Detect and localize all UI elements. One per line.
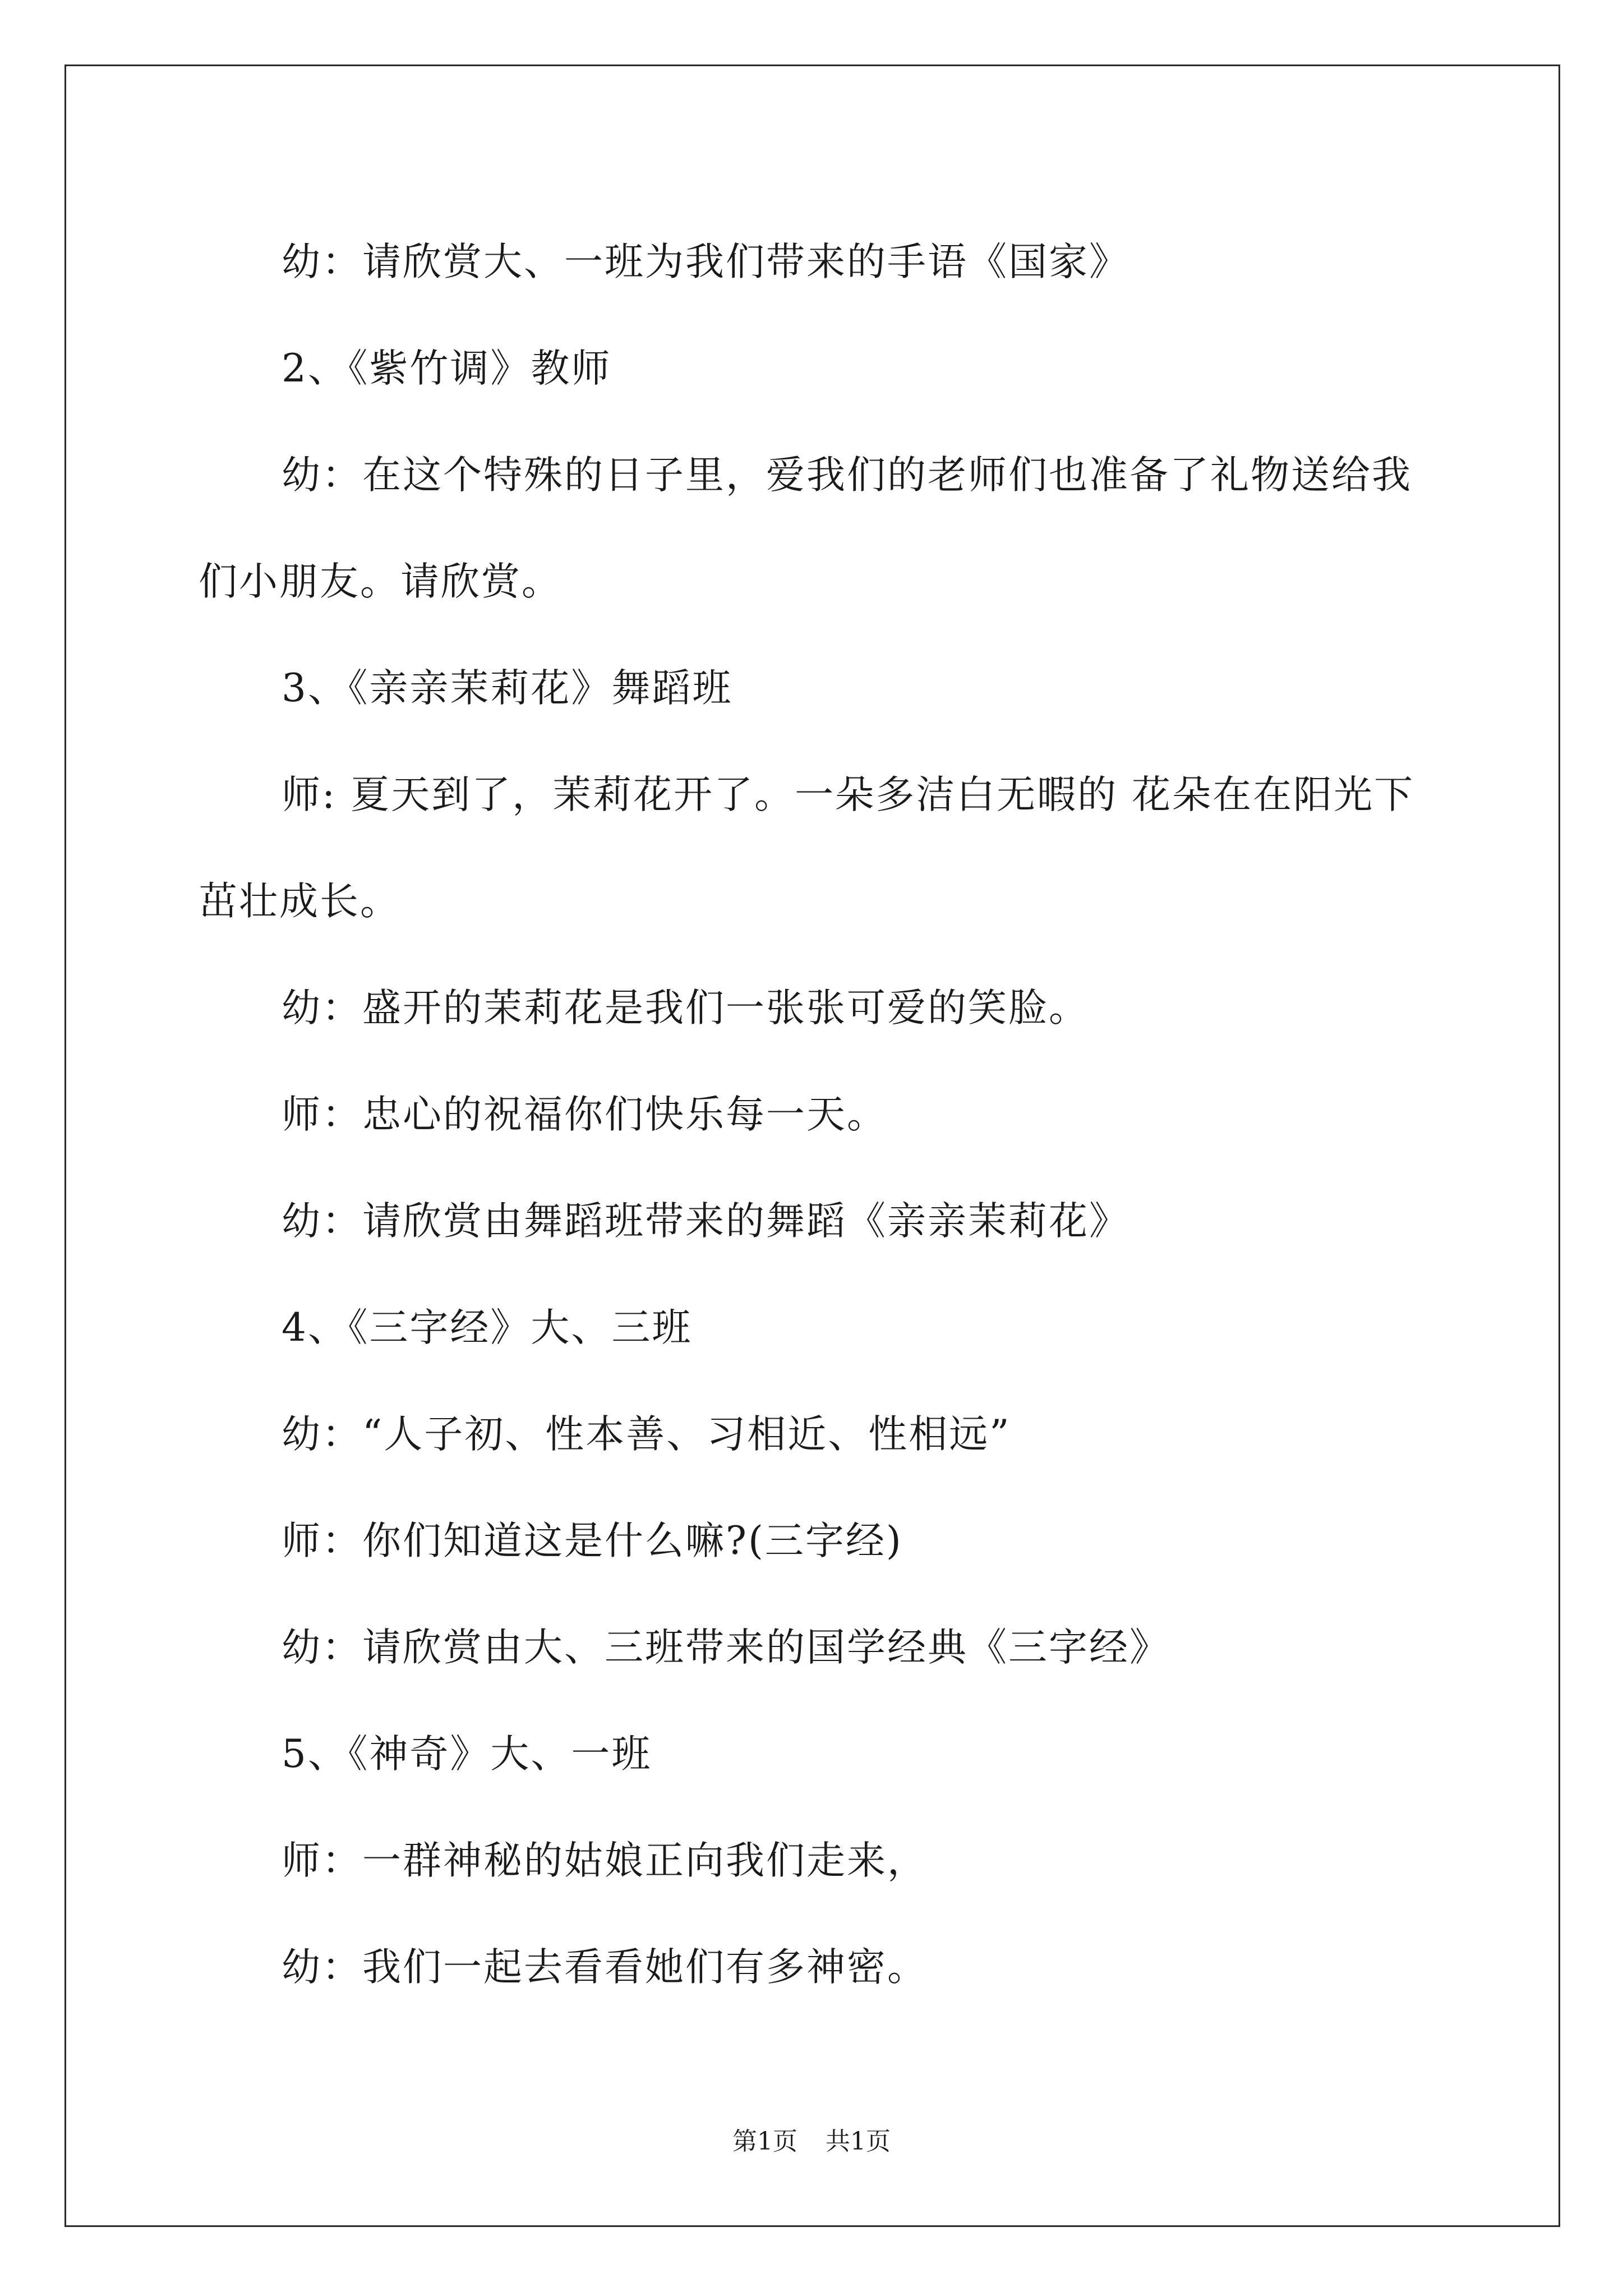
paragraph: 师: 夏天到了，茉莉花开了。一朵多洁白无暇的 花朵在在阳光下茁壮成长。 (199, 772, 1415, 924)
paragraph: 师：忠心的祝福你们快乐每一天。 (282, 1092, 887, 1137)
paragraph: 5、《神奇》大、一班 (282, 1732, 652, 1777)
paragraph: 幼：盛开的茉莉花是我们一张张可爱的笑脸。 (282, 986, 1089, 1030)
paragraph: 幼：请欣赏由大、三班带来的国学经典《三字经》 (282, 1625, 1170, 1670)
paragraph: 幼：请欣赏大、一班为我们带来的手语《国家》 (282, 240, 1129, 284)
paragraph: 4、《三字经》大、三班 (282, 1305, 693, 1350)
paragraph: 师：一群神秘的姑娘正向我们走来， (282, 1838, 928, 1883)
paragraph: 2、《紫竹调》教师 (282, 346, 612, 391)
paragraph: 幼：我们一起去看看她们有多神密。 (282, 1945, 928, 1990)
paragraph: 幼：“人子初、性本善、习相近、性相远” (282, 1412, 1011, 1457)
page-number: 第1页 (732, 2127, 797, 2156)
paragraph: 幼：请欣赏由舞蹈班带来的舞蹈《亲亲茉莉花》 (282, 1199, 1129, 1244)
page-footer (0, 2125, 1623, 2159)
paragraph: 3、《亲亲茉莉花》舞蹈班 (282, 666, 733, 711)
paragraph: 幼：在这个特殊的日子里，爱我们的老师们也准备了礼物送给我们小朋友。请欣赏。 (199, 453, 1412, 604)
paragraph: 师：你们知道这是什么嘛?(三字经) (282, 1519, 903, 1563)
document-body (199, 209, 1432, 2021)
page-total: 共1页 (826, 2127, 891, 2156)
